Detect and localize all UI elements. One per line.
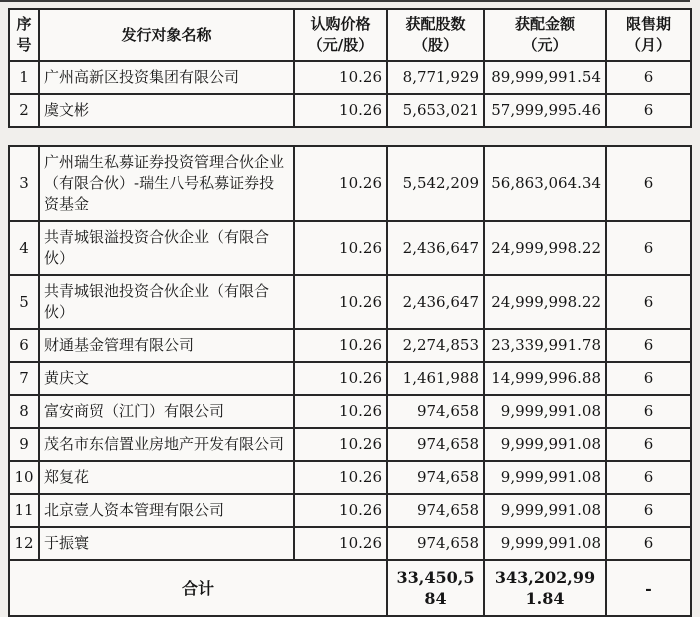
cell-amount: 57,999,995.46 xyxy=(484,94,606,127)
cell-lockup: 6 xyxy=(606,362,691,395)
table-row xyxy=(9,527,691,560)
table-row xyxy=(9,275,691,329)
table-row xyxy=(9,61,691,94)
header-shares xyxy=(387,9,484,61)
table-row xyxy=(9,146,691,221)
cell-index: 1 xyxy=(9,61,39,94)
cell-amount: 9,999,991.08 xyxy=(484,494,606,527)
cell-price: 10.26 xyxy=(294,395,387,428)
cell-amount: 24,999,998.22 xyxy=(484,275,606,329)
header-price-line2: （元/股） xyxy=(307,36,374,54)
cell-lockup: 6 xyxy=(606,461,691,494)
cell-index: 3 xyxy=(9,146,39,221)
header-lockup-line1: 限售期 xyxy=(625,15,671,33)
table-row xyxy=(9,94,691,127)
cell-amount: 23,339,991.78 xyxy=(484,329,606,362)
cell-index: 9 xyxy=(9,428,39,461)
allocation-table-part2 xyxy=(8,145,692,617)
cell-index: 11 xyxy=(9,494,39,527)
header-amount xyxy=(484,9,606,61)
table-row xyxy=(9,461,691,494)
cell-shares: 1,461,988 xyxy=(387,362,484,395)
total-shares: 33,450,584 xyxy=(387,560,484,616)
cell-name: 广州瑞生私募证券投资管理合伙企业（有限合伙）-瑞生八号私募证券投资基金 xyxy=(39,146,294,221)
cell-price: 10.26 xyxy=(294,61,387,94)
header-shares-line1: 获配股数 xyxy=(405,15,466,33)
cell-name: 虞文彬 xyxy=(39,94,294,127)
header-row xyxy=(9,9,691,61)
cell-lockup: 6 xyxy=(606,94,691,127)
cell-price: 10.26 xyxy=(294,428,387,461)
cell-lockup: 6 xyxy=(606,428,691,461)
cell-shares: 2,274,853 xyxy=(387,329,484,362)
cell-lockup: 6 xyxy=(606,275,691,329)
total-label: 合计 xyxy=(9,560,387,616)
cell-price: 10.26 xyxy=(294,221,387,275)
cell-shares: 974,658 xyxy=(387,428,484,461)
cell-lockup: 6 xyxy=(606,146,691,221)
header-amount-line1: 获配金额 xyxy=(514,15,575,33)
cell-shares: 2,436,647 xyxy=(387,221,484,275)
cell-price: 10.26 xyxy=(294,527,387,560)
cell-index: 12 xyxy=(9,527,39,560)
table-body-section-1 xyxy=(9,61,691,127)
cell-name: 郑复花 xyxy=(39,461,294,494)
cell-amount: 89,999,991.54 xyxy=(484,61,606,94)
cell-price: 10.26 xyxy=(294,329,387,362)
cell-name: 富安商贸（江门）有限公司 xyxy=(39,395,294,428)
cell-index: 10 xyxy=(9,461,39,494)
cell-amount: 9,999,991.08 xyxy=(484,395,606,428)
cell-index: 2 xyxy=(9,94,39,127)
cell-name: 广州高新区投资集团有限公司 xyxy=(39,61,294,94)
header-price xyxy=(294,9,387,61)
table-row xyxy=(9,428,691,461)
cropped-artifact-line xyxy=(0,0,690,2)
cell-amount: 14,999,996.88 xyxy=(484,362,606,395)
cell-price: 10.26 xyxy=(294,461,387,494)
total-row xyxy=(9,560,691,616)
cell-shares: 8,771,929 xyxy=(387,61,484,94)
cell-lockup: 6 xyxy=(606,221,691,275)
cell-index: 5 xyxy=(9,275,39,329)
cell-shares: 974,658 xyxy=(387,395,484,428)
cell-price: 10.26 xyxy=(294,494,387,527)
cell-name: 共青城银池投资合伙企业（有限合伙） xyxy=(39,275,294,329)
table-row xyxy=(9,362,691,395)
allocation-table-part1 xyxy=(8,8,692,128)
total-amount: 343,202,991.84 xyxy=(484,560,606,616)
header-lockup-line2: （月） xyxy=(625,36,671,54)
header-shares-line2: （股） xyxy=(412,36,458,54)
cell-name: 北京壹人资本管理有限公司 xyxy=(39,494,294,527)
table-row xyxy=(9,494,691,527)
table-section-gap xyxy=(8,128,690,145)
cell-shares: 974,658 xyxy=(387,527,484,560)
cell-price: 10.26 xyxy=(294,275,387,329)
cell-amount: 9,999,991.08 xyxy=(484,527,606,560)
cell-index: 6 xyxy=(9,329,39,362)
table-row xyxy=(9,395,691,428)
header-amount-line2: （元） xyxy=(522,36,568,54)
cell-name: 茂名市东信置业房地产开发有限公司 xyxy=(39,428,294,461)
cell-shares: 974,658 xyxy=(387,494,484,527)
cell-shares: 974,658 xyxy=(387,461,484,494)
cell-name: 黄庆文 xyxy=(39,362,294,395)
cell-name: 于振寰 xyxy=(39,527,294,560)
cell-shares: 5,653,021 xyxy=(387,94,484,127)
cell-lockup: 6 xyxy=(606,61,691,94)
cell-lockup: 6 xyxy=(606,494,691,527)
table-row xyxy=(9,221,691,275)
cell-name: 财通基金管理有限公司 xyxy=(39,329,294,362)
cell-amount: 24,999,998.22 xyxy=(484,221,606,275)
cell-lockup: 6 xyxy=(606,527,691,560)
cell-index: 4 xyxy=(9,221,39,275)
cell-lockup: 6 xyxy=(606,329,691,362)
cell-amount: 56,863,064.34 xyxy=(484,146,606,221)
cell-shares: 5,542,209 xyxy=(387,146,484,221)
total-lockup: - xyxy=(606,560,691,616)
cell-index: 8 xyxy=(9,395,39,428)
header-price-line1: 认购价格 xyxy=(310,15,371,33)
cell-amount: 9,999,991.08 xyxy=(484,428,606,461)
table-row xyxy=(9,329,691,362)
cell-price: 10.26 xyxy=(294,94,387,127)
cell-shares: 2,436,647 xyxy=(387,275,484,329)
cell-price: 10.26 xyxy=(294,362,387,395)
cell-amount: 9,999,991.08 xyxy=(484,461,606,494)
header-index: 序号 xyxy=(9,9,39,61)
table-body-section-2 xyxy=(9,146,691,560)
cell-lockup: 6 xyxy=(606,395,691,428)
header-name: 发行对象名称 xyxy=(39,9,294,61)
cell-index: 7 xyxy=(9,362,39,395)
header-lockup xyxy=(606,9,691,61)
cell-price: 10.26 xyxy=(294,146,387,221)
cell-name: 共青城银溢投资合伙企业（有限合伙） xyxy=(39,221,294,275)
